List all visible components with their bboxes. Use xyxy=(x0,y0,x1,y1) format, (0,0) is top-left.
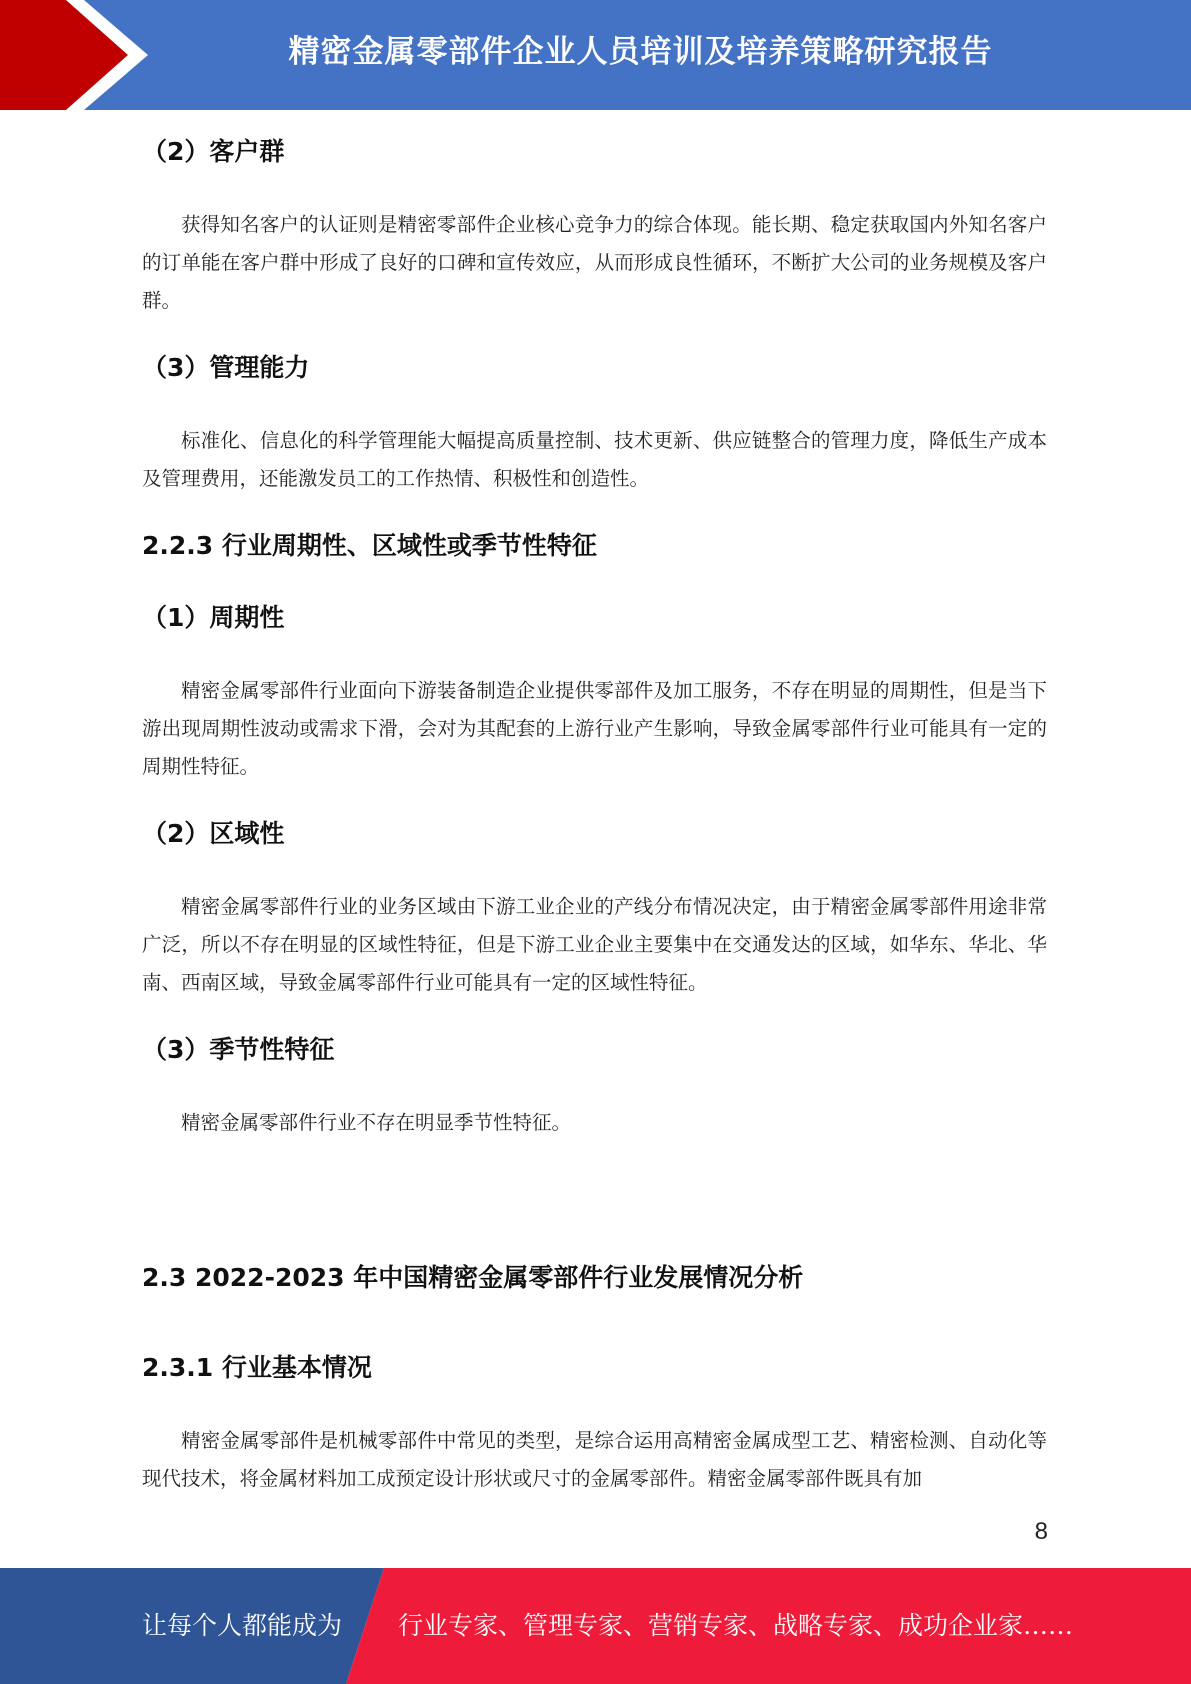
footer-slogan-right: 行业专家、管理专家、营销专家、战略专家、成功企业家…… xyxy=(398,1611,1074,1640)
footer-slogan-left: 让每个人都能成为 xyxy=(142,1611,343,1640)
heading-management-ability: （3）管理能力 xyxy=(142,353,310,382)
page-header-banner xyxy=(0,0,1191,110)
heading-2-2-3: 2.2.3 行业周期性、区域性或季节性特征 xyxy=(142,531,597,560)
heading-customer-group: （2）客户群 xyxy=(142,137,285,166)
paragraph-seasonal: 精密金属零部件行业不存在明显季节性特征。 xyxy=(181,1111,572,1134)
paragraph-cyclical: 精密金属零部件行业面向下游装备制造企业提供零部件及加工服务，不存在明显的周期性，但是当下游出现周期性波动或需求下滑，会对为其配套的上游行业产生影响，导致金属零部件行业可能具有一定的周期性特征。 xyxy=(142,679,1047,778)
heading-seasonal: （3）季节性特征 xyxy=(142,1035,335,1064)
heading-regional: （2）区域性 xyxy=(142,819,285,848)
paragraph-customer-group: 获得知名客户的认证则是精密零部件企业核心竞争力的综合体现。能长期、稳定获取国内外知名客户的订单能在客户群中形成了良好的口碑和宣传效应，从而形成良性循环，不断扩大公司的业务规模及客户群。 xyxy=(142,213,1047,312)
page-footer-banner xyxy=(0,1568,1191,1684)
paragraph-regional: 精密金属零部件行业的业务区域由下游工业企业的产线分布情况决定，由于精密金属零部件用途非常广泛，所以不存在明显的区域性特征，但是下游工业企业主要集中在交通发达的区域，如华东、华北、华南、西南区域，导致金属零部件行业可能具有一定的区域性特征。 xyxy=(142,895,1047,994)
page-number: 8 xyxy=(1034,1518,1048,1545)
paragraph-2-3-1: 精密金属零部件是机械零部件中常见的类型，是综合运用高精密金属成型工艺、精密检测、自动化等现代技术，将金属材料加工成预定设计形状或尺寸的金属零部件。精密金属零部件既具有加 xyxy=(142,1429,1047,1490)
heading-2-3-1: 2.3.1 行业基本情况 xyxy=(142,1353,372,1382)
report-title: 精密金属零部件企业人员培训及培养策略研究报告 xyxy=(288,34,993,70)
heading-2-3: 2.3 2022-2023 年中国精密金属零部件行业发展情况分析 xyxy=(142,1263,804,1292)
header-red-arrow xyxy=(0,0,128,110)
paragraph-management-ability: 标准化、信息化的科学管理能大幅提高质量控制、技术更新、供应链整合的管理力度，降低生产成本及管理费用，还能激发员工的工作热情、积极性和创造性。 xyxy=(142,429,1047,490)
heading-cyclical: （1）周期性 xyxy=(142,603,285,632)
